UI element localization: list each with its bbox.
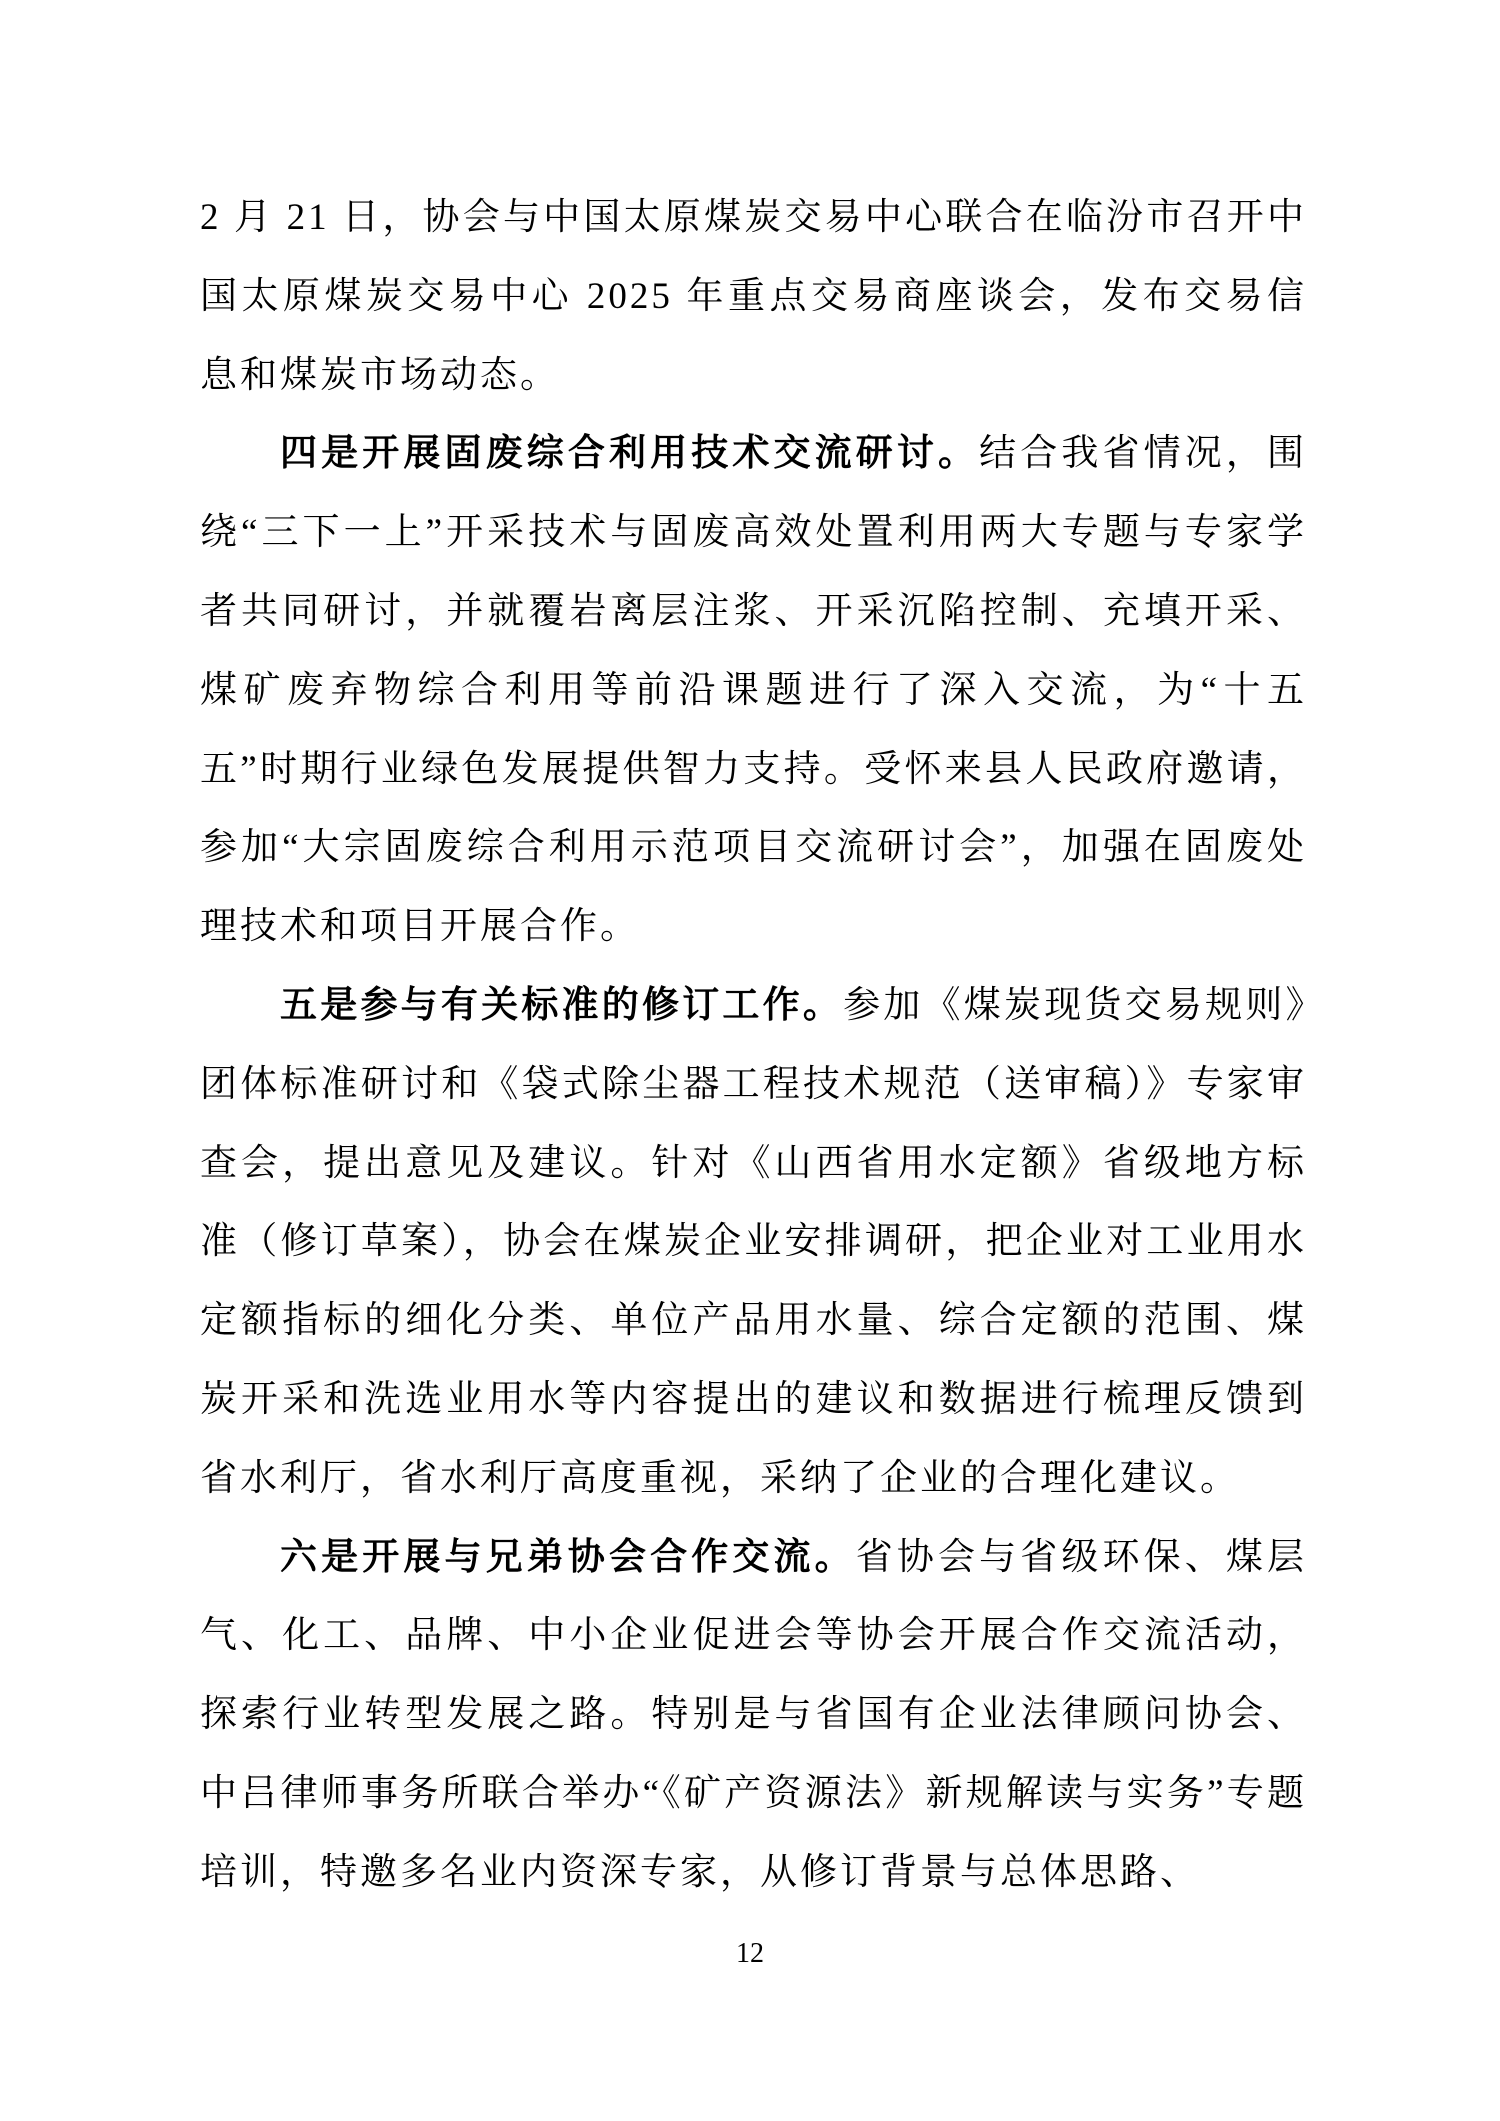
paragraph-lead-bold: 六是开展与兄弟协会合作交流。 bbox=[280, 1536, 856, 1578]
paragraph-text: 2 月 21 日，协会与中国太原煤炭交易中心联合在临汾市召开中国太原煤炭交易中心 2025 年重点交易商座谈会，发布交易信息和煤炭市场动态。 bbox=[200, 197, 1307, 396]
paragraph-text: 结合我省情况，围绕“三下一上”开采技术与固废高效处置利用两大专题与专家学者共同研讨，并就覆岩离层注浆、开采沉陷控制、充填开采、煤矿废弃物综合利用等前沿课题进行了深入交流，为“十五五”时期行业绿色发展提供智力支持。受怀来县人民政府邀请，参加“大宗固废综合利用示范项目交流研讨会”，加强在固废处理技术和项目开展合作。 bbox=[200, 433, 1307, 948]
page-number: 12 bbox=[736, 1938, 764, 1969]
paragraph-text: 省协会与省级环保、煤层气、化工、品牌、中小企业促进会等协会开展合作交流活动，探索行业转型发展之路。特别是与省国有企业法律顾问协会、中吕律师事务所联合举办“《矿产资源法》新规解读与实务”专题培训，特邀多名业内资深专家，从修订背景与总体思路、 bbox=[200, 1536, 1307, 1893]
paragraph-item-four bbox=[200, 415, 1307, 967]
paragraph-item-five bbox=[200, 967, 1307, 1519]
paragraph-lead-bold: 四是开展固废综合利用技术交流研讨。 bbox=[280, 433, 980, 475]
text-content bbox=[200, 179, 1307, 1913]
paragraph-item-six bbox=[200, 1519, 1307, 1913]
paragraph-text: 参加《煤炭现货交易规则》团体标准研讨和《袋式除尘器工程技术规范（送审稿）》专家审查会，提出意见及建议。针对《山西省用水定额》省级地方标准（修订草案），协会在煤炭企业安排调研，把企业对工业用水定额指标的细化分类、单位产品用水量、综合定额的范围、煤炭开采和洗选业用水等内容提出的建议和数据进行梳理反馈到省水利厅，省水利厅高度重视，采纳了企业的合理化建议。 bbox=[200, 984, 1308, 1499]
paragraph-continuation bbox=[200, 179, 1307, 415]
paragraph-lead-bold: 五是参与有关标准的修订工作。 bbox=[280, 984, 844, 1026]
